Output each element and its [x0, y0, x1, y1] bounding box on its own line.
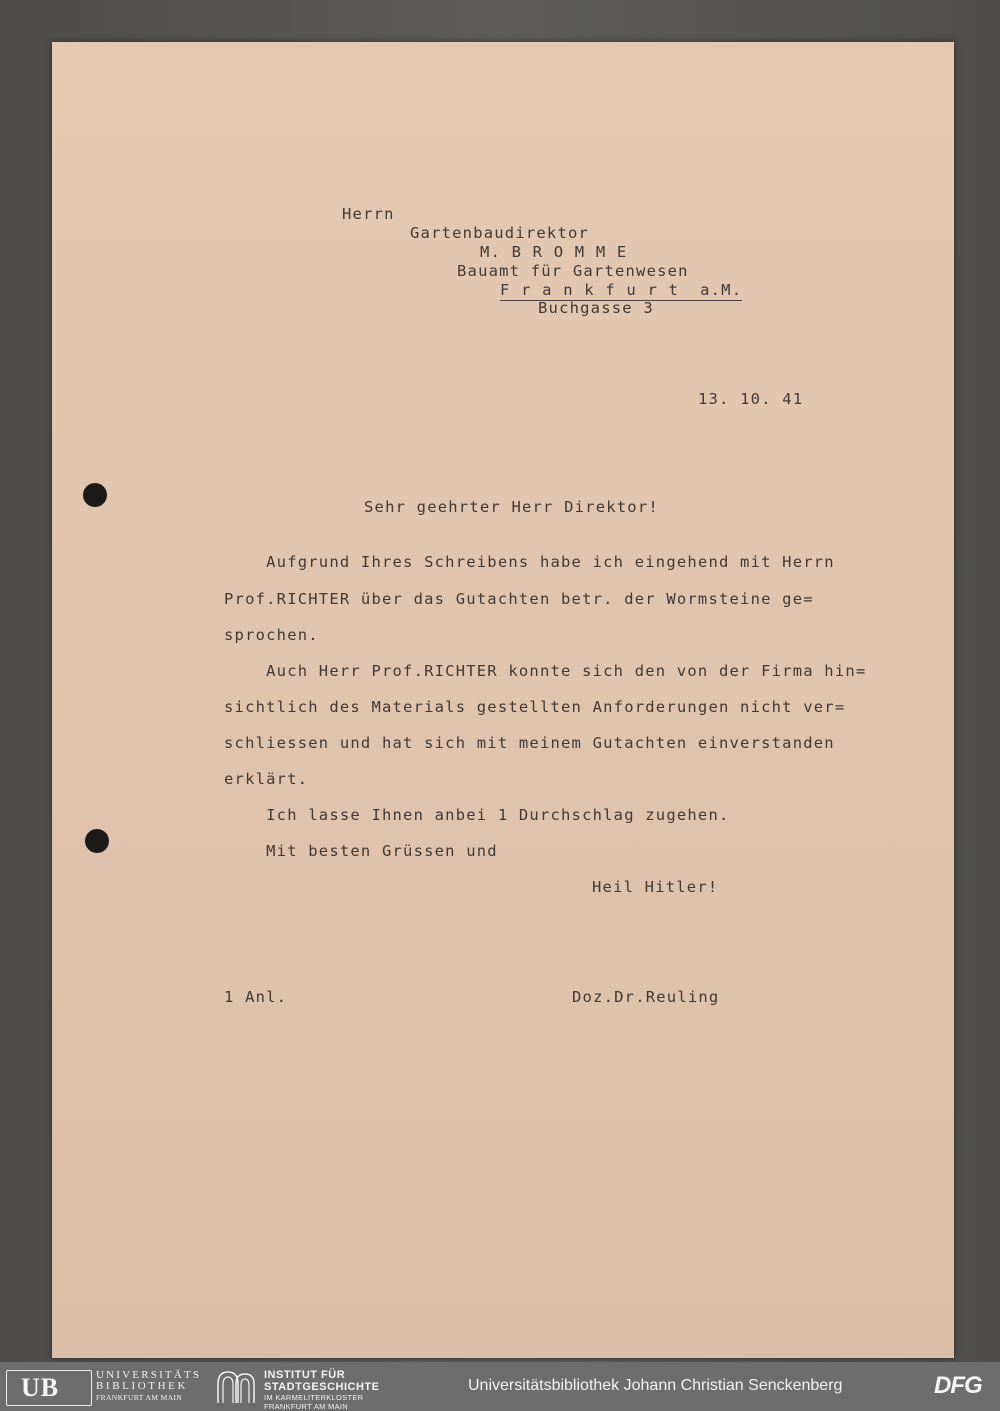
isg-line-1: INSTITUT FÜR [264, 1369, 346, 1381]
body-line: schliessen und hat sich mit meinem Gutachten einverstanden [224, 734, 835, 752]
isg-wordmark [264, 1369, 424, 1411]
body-line: Mit besten Grüssen und [224, 842, 498, 860]
recipient-herrn: Herrn [342, 205, 395, 223]
ub-line-1: UNIVERSITÄTS [96, 1369, 202, 1381]
recipient-office: Bauamt für Gartenwesen [457, 262, 689, 280]
body-line: erklärt. [224, 770, 309, 788]
punch-hole-top [83, 483, 107, 507]
isg-line-4: FRANKFURT AM MAIN [264, 1402, 348, 1411]
body-line: sprochen. [224, 626, 319, 644]
enclosure-note: 1 Anl. [224, 988, 288, 1006]
footer-library-name: Universitätsbibliothek Johann Christian Senckenberg [468, 1377, 843, 1394]
recipient-city: F r a n k f u r t a.M. [500, 281, 743, 299]
footer-bar [0, 1362, 1000, 1411]
isg-arches-icon [216, 1370, 256, 1404]
ub-wordmark [96, 1370, 206, 1403]
ub-line-2: BIBLIOTHEK [96, 1380, 188, 1392]
ub-line-3: FRANKFURT AM MAIN [96, 1393, 183, 1402]
body-line: Ich lasse Ihnen anbei 1 Durchschlag zugehen. [224, 806, 730, 824]
ub-logo [6, 1370, 92, 1406]
dfg-logo: DFG [934, 1372, 982, 1399]
body-line: sichtlich des Materials gestellten Anforderungen nicht ver= [224, 698, 846, 716]
signature-line: Doz.Dr.Reuling [572, 988, 720, 1006]
punch-hole-bottom [85, 829, 109, 853]
ub-logo-text: UB [21, 1373, 60, 1402]
letter-date: 13. 10. 41 [698, 390, 804, 408]
recipient-street: Buchgasse 3 [538, 299, 654, 317]
body-line: Prof.RICHTER über das Gutachten betr. der Wormsteine ge= [224, 590, 814, 608]
body-line: Aufgrund Ihres Schreibens habe ich eingehend mit Herrn [224, 553, 835, 571]
body-line: Auch Herr Prof.RICHTER konnte sich den von der Firma hin= [224, 662, 867, 680]
recipient-name: M. B R O M M E [480, 243, 628, 261]
isg-line-2: STADTGESCHICHTE [264, 1381, 380, 1393]
letter-closing: Heil Hitler! [592, 878, 719, 896]
letter-page [52, 42, 954, 1358]
recipient-title: Gartenbaudirektor [410, 224, 590, 242]
isg-line-3: IM KARMELITERKLOSTER [264, 1393, 364, 1402]
letter-greeting: Sehr geehrter Herr Direktor! [364, 498, 659, 516]
